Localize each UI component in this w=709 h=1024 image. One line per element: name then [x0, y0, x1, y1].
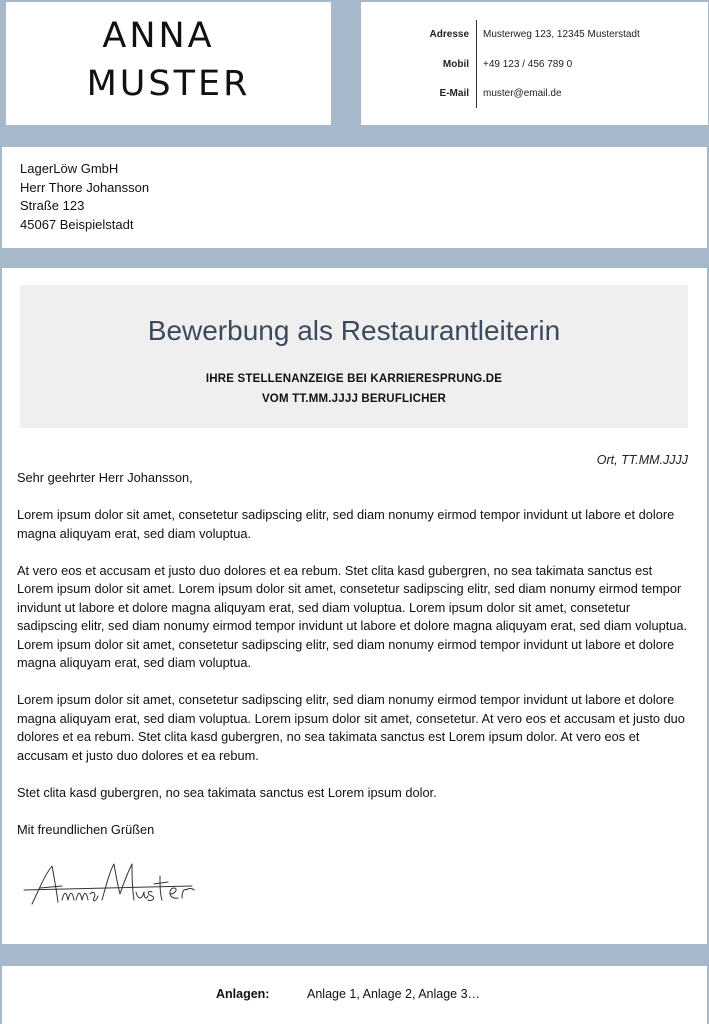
address-label: Adresse [429, 29, 469, 40]
email-label: E-Mail [439, 88, 469, 99]
attachments-label: Anlagen: [216, 987, 270, 1001]
subject-title: Bewerbung als Restaurantleiterin [147, 315, 561, 346]
mobile-label: Mobil [442, 59, 469, 70]
recipient-person: Herr Thore Johansson [20, 179, 150, 195]
recipient-street: Straße 123 [20, 198, 85, 213]
attachments-value: Anlage 1, Anlage 2, Anlage 3… [307, 987, 481, 1001]
subject-box [20, 285, 688, 428]
name-header [6, 2, 331, 125]
recipient-block [2, 147, 707, 248]
recipient-address [20, 160, 149, 234]
recipient-city: 45067 Beispielstadt [20, 216, 134, 232]
first-name: ANNA [102, 16, 215, 56]
last-name: MUSTER [86, 64, 251, 104]
paragraph-3: Lorem ipsum dolor sit amet, consetetur sadipscing elitr, sed diam nonumy eirmod tempor invidunt ut labore et dolore magna aliquyam erat, sed diam voluptua. Lorem ipsum dolor sit amet, consetetur. At vero eos et accusam et justo duo dolores et ea rebum. Stet clita kasd gubergren, no sea takimata sanctus est Lorem ipsum dolor. At vero eos et accusam et justo duo dolores et ea rebum. [17, 692, 685, 763]
contact-row-mobile [361, 59, 708, 75]
recipient-company: LagerLöw GmbH [20, 161, 119, 176]
place-date: Ort, TT.MM.JJJJ [596, 453, 688, 467]
closing: Mit freundlichen Grüßen [17, 821, 155, 837]
email-value: muster@email.de [483, 88, 562, 99]
paragraph-4: Stet clita kasd gubergren, no sea takimata sanctus est Lorem ipsum dolor. [17, 784, 437, 800]
letter-body-panel [2, 268, 707, 944]
contact-row-address [361, 29, 708, 45]
signature-image [22, 858, 202, 910]
subject-line-1: IHRE STELLENANZEIGE BEI KARRIERESPRUNG.DE [205, 373, 503, 385]
salutation: Sehr geehrter Herr Johansson, [17, 470, 193, 485]
address-value: Musterweg 123, 12345 Musterstadt [483, 29, 640, 40]
contact-block [361, 2, 708, 125]
mobile-value: +49 123 / 456 789 0 [483, 59, 573, 70]
paragraph-2: At vero eos et accusam et justo duo dolores et ea rebum. Stet clita kasd gubergren, no sea takimata sanctus est Lorem ipsum dolor sit amet. Lorem ipsum dolor sit amet, consetetur sadipscing elitr, sed diam nonumy eirmod tempor invidunt ut labore et dolore magna aliquyam erat, sed diam voluptua. Lorem ipsum dolor sit amet, consetetur sadipscing elitr, sed diam nonumy eirmod tempor invidunt ut labore et dolore magna aliquyam erat, sed diam voluptua. Lorem ipsum dolor sit amet, consetetur sadipscing elitr, sed diam nonumy eirmod tempor invidunt ut labore et dolore magna aliquyam erat, sed diam voluptua. [17, 562, 688, 670]
paragraph-1: Lorem ipsum dolor sit amet, consetetur sadipscing elitr, sed diam nonumy eirmod tempor invidunt ut labore et dolore magna aliquyam erat, sed diam voluptua. [17, 507, 675, 541]
subject-line-2: VOM TT.MM.JJJJ BERUFLICHER [261, 393, 447, 405]
letter-text [17, 469, 692, 858]
contact-row-email [361, 88, 708, 104]
attachments-block [2, 966, 707, 1024]
